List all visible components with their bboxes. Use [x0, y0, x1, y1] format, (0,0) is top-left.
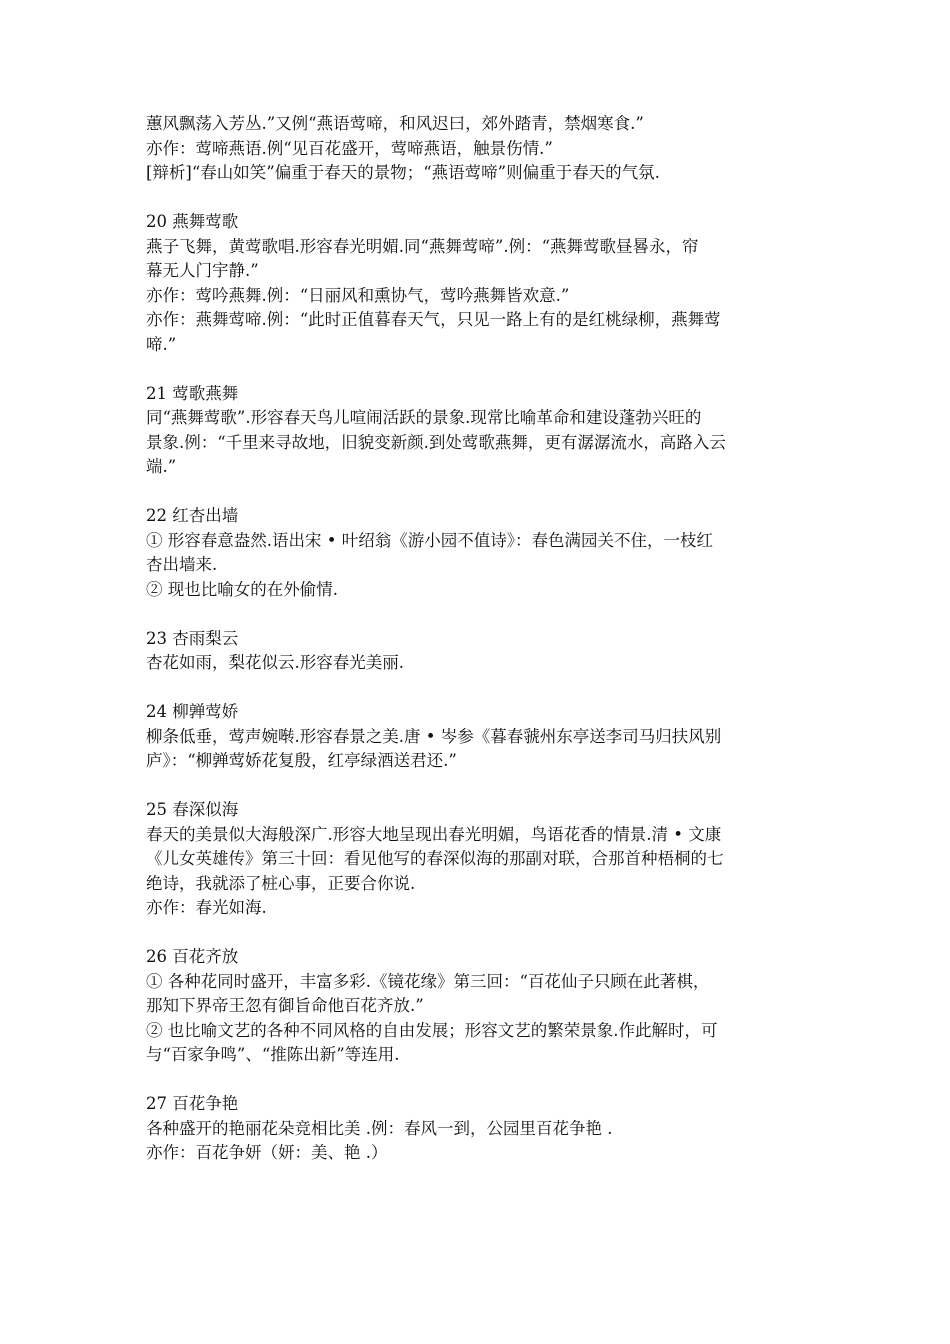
- text-line: 柳条低垂，莺声婉啭.形容春景之美.唐 • 岑参《暮春虢州东亭送李司马归扶风别: [146, 726, 722, 746]
- paragraph-gap: [146, 602, 810, 627]
- entry-title: 24 柳亸莺娇: [146, 702, 239, 721]
- text-line: [辩析]“春山如笑”偏重于春天的景物；“燕语莺啼”则偏重于春天的气氛.: [146, 163, 660, 182]
- text-line: ① 形容春意盎然.语出宋 • 叶绍翁《游小园不值诗》：春色满园关不住，一枝红: [146, 530, 713, 550]
- text-line: 庐》：“柳亸莺娇花复殷，红亭绿酒送君还.”: [146, 751, 457, 770]
- paragraph-gap: [146, 357, 810, 382]
- text-line: 同“燕舞莺歌”.形容春天鸟儿喧闹活跃的景象.现常比喻革命和建设蓬勃兴旺的: [146, 408, 702, 427]
- text-line: ② 现也比喻女的在外偷情.: [146, 579, 338, 599]
- entry-25: [146, 798, 810, 921]
- entry-26: [146, 945, 810, 1068]
- paragraph-gap: [146, 480, 810, 505]
- text-line: 各种盛开的艳丽花朵竞相比美 .例：春风一到，公园里百花争艳 .: [146, 1118, 613, 1138]
- text-line: 幕无人门宇静.”: [146, 261, 259, 280]
- text-line: 亦作：百花争妍（妍：美、艳 .）: [146, 1143, 388, 1162]
- text-line: 那知下界帝王忽有御旨命他百花齐放.”: [146, 996, 424, 1015]
- entry-title: 25 春深似海: [146, 800, 239, 819]
- text-line: ① 各种花同时盛开，丰富多彩.《镜花缘》第三回：“百花仙子只顾在此著棋，: [146, 971, 710, 991]
- paragraph-gap: [146, 186, 810, 211]
- entry-title: 26 百花齐放: [146, 947, 239, 966]
- entry-21: [146, 382, 810, 480]
- entry-23: [146, 627, 810, 676]
- paragraph-gap: [146, 676, 810, 701]
- text-line: 蕙风飘荡入芳丛.”又例“燕语莺啼，和风迟曰，郊外踏青，禁烟寒食.”: [146, 114, 644, 133]
- entry-title: 22 红杏出墙: [146, 506, 239, 525]
- entry-title: 21 莺歌燕舞: [146, 383, 239, 403]
- entry-20: [146, 210, 810, 357]
- text-line: 亦作：春光如海.: [146, 898, 267, 917]
- document-page: [146, 112, 810, 1166]
- text-line: 春天的美景似大海般深广.形容大地呈现出春光明媚，鸟语花香的情景.清 • 文康: [146, 824, 722, 844]
- paragraph-gap: [146, 774, 810, 799]
- text-line: 杏出墙来.: [146, 555, 218, 574]
- text-line: 燕子飞舞，黄莺歌唱.形容春光明媚.同“燕舞莺啼”.例：“燕舞莺歌昼晷永，帘: [146, 236, 699, 256]
- text-line: 亦作：燕舞莺啼.例：“此时正值暮春天气，只见一路上有的是红桃绿柳，燕舞莺: [146, 310, 721, 329]
- text-line: 绝诗，我就添了桩心事，正要合你说.: [146, 873, 416, 893]
- entry-22: [146, 504, 810, 602]
- text-line: 杏花如雨，梨花似云.形容春光美丽.: [146, 653, 404, 672]
- text-line: 《儿女英雄传》第三十回：看见他写的春深似海的那副对联，合那首种梧桐的七: [146, 849, 724, 868]
- intro-paragraph: [146, 112, 810, 186]
- text-line: ② 也比喻文艺的各种不同风格的自由发展；形容文艺的繁荣景象.作此解时，可: [146, 1020, 718, 1040]
- entry-24: [146, 700, 810, 774]
- entry-title: 27 百花争艳: [146, 1094, 239, 1113]
- paragraph-gap: [146, 1068, 810, 1093]
- entry-27: [146, 1092, 810, 1166]
- paragraph-gap: [146, 921, 810, 946]
- text-line: 啼.”: [146, 334, 177, 354]
- text-line: 亦作：莺吟燕舞.例：“日丽风和熏协气，莺吟燕舞皆欢意.”: [146, 285, 570, 305]
- text-line: 端.”: [146, 457, 177, 476]
- text-line: 亦作：莺啼燕语.例“见百花盛开，莺啼燕语，触景伤情.”: [146, 138, 553, 158]
- entry-title: 23 杏雨梨云: [146, 628, 239, 648]
- text-line: 与“百家争鸣”、“推陈出新”等连用.: [146, 1045, 400, 1064]
- text-line: 景象.例：“千里来寻故地，旧貌变新颜.到处莺歌燕舞，更有潺潺流水，高路入云: [146, 432, 726, 452]
- entry-title: 20 燕舞莺歌: [146, 212, 239, 231]
